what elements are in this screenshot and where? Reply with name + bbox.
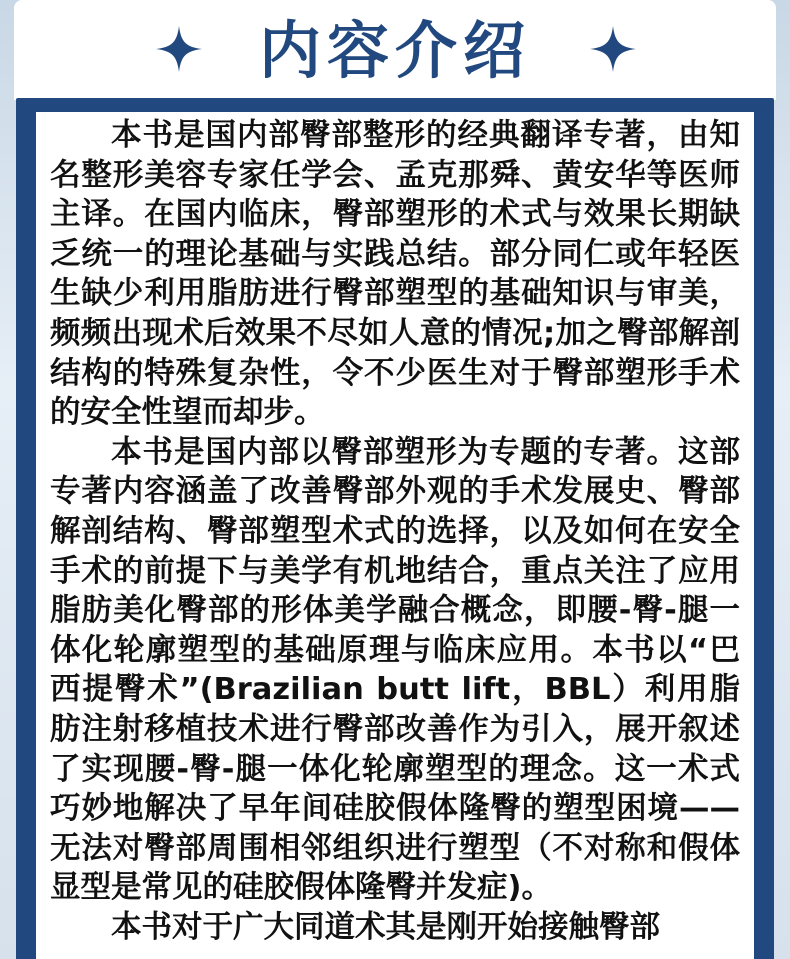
paragraph-3: 本书对于广大同道术其是刚开始接触臀部	[111, 909, 660, 945]
paragraph-1: 本书是国内部臀部整形的经典翻译专著，由知名整形美容专家任学会、孟克那舜、黄安华等医师主译。在国内临床，臀部塑形的术式与效果长期缺乏统一的理论基础与实践总结。部分同仁或年轻医生缺少利用脂肪进行臀部塑型的基础知识与审美，频频出现术后效果不尽如人意的情况;加之臀部解剖结构的特殊复杂性，令不少医生对于臀部塑形手术的安全性望而却步。	[50, 118, 740, 431]
header	[14, 0, 776, 100]
star-right-icon	[590, 26, 636, 72]
paragraph-2: 本书是国内部以臀部塑形为专题的专著。这部专著内容涵盖了改善臀部外观的手术发展史、臀部解剖结构、臀部塑型术式的选择，以及如何在安全手术的前提下与美学有机地结合，重点关注了应用脂肪美化臀部的形体美学融合概念，即腰-臀-腿一体化轮廓塑型的基础原理与临床应用。本书以“巴西提臀术”(Brazilian butt lift，BBL）利用脂肪注射移植技术进行臀部改善作为引入，展开叙述了实现腰-臀-腿一体化轮廓塑型的理念。这一术式巧妙地解决了早年间硅胶假体隆臀的塑型困境——无法对臀部周围相邻组织进行塑型（不对称和假体显型是常见的硅胶假体隆臀并发症)。	[50, 434, 740, 906]
page-title: 内容介绍	[258, 14, 531, 87]
intro-text	[50, 116, 740, 947]
content-card	[36, 112, 754, 959]
content-frame	[16, 98, 774, 959]
